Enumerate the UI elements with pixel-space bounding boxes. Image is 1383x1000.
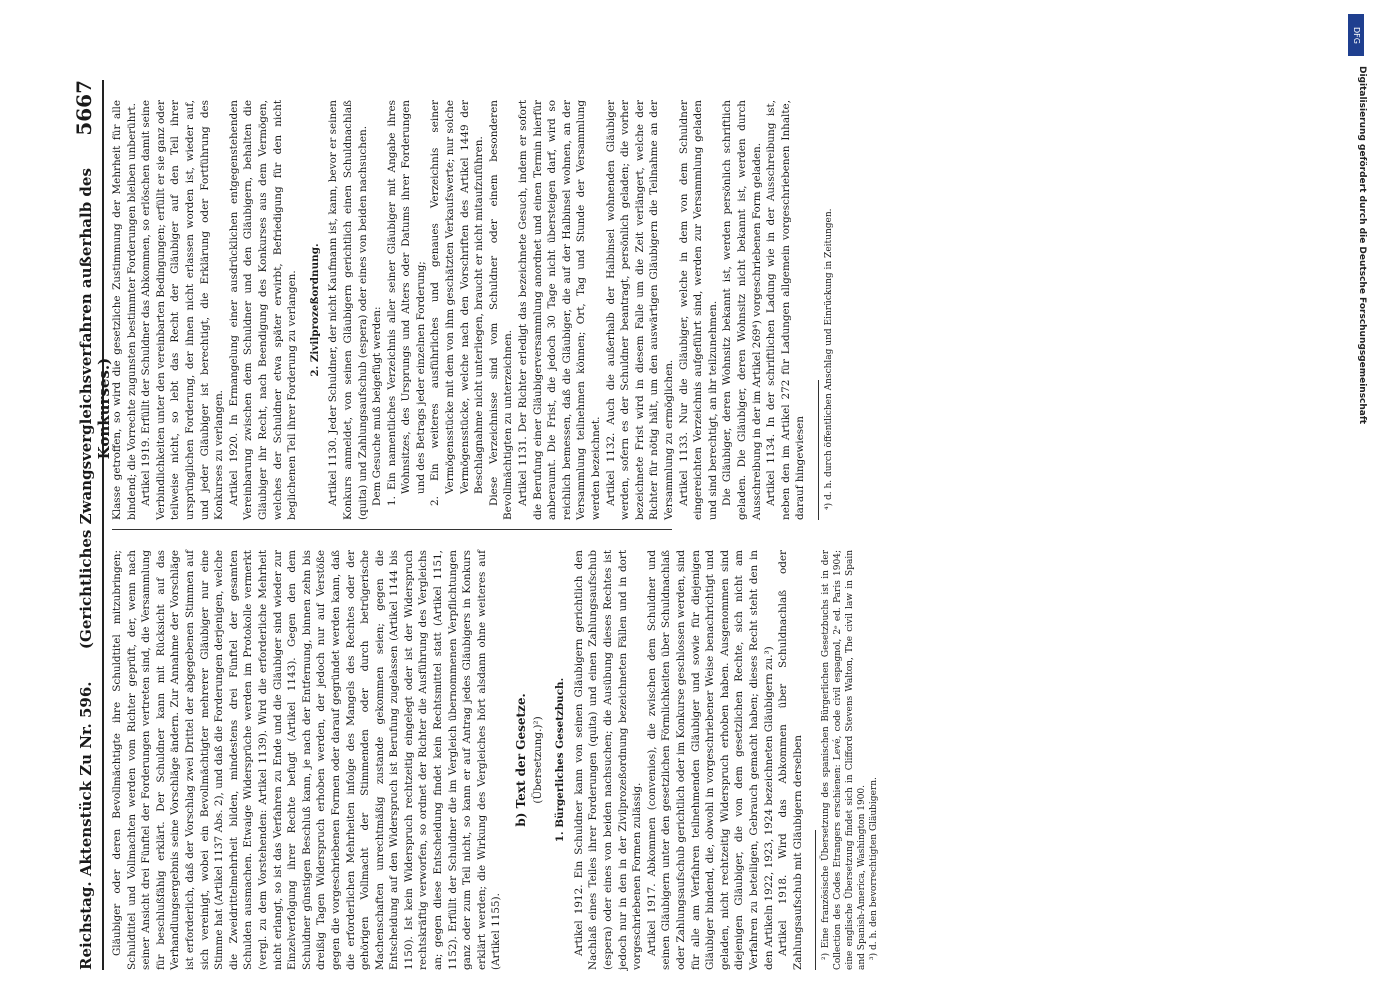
paragraph-continued: Klasse getroffen, so wird die gesetzliche Zustimmung der Mehrheit für alle bindend; die Vorrechte zugunsten bestimmter Forderungen bleiben unberührt. — [111, 100, 138, 520]
article-1132: Artikel 1132. Auch die außerhalb der Halbinsel wohnenden Gläubiger werden, sofern es der Schuldner beantragt, persönlich geladen; die vorher bezeichnete Frist wird in diesem Falle um die Zeit verlängert, welche der Richter für nötig hält, um den auswärtigen Gläubigern die Teilnahme an der Versammlung zu ermöglichen. — [604, 100, 675, 520]
subsection-heading-1: 1. Bürgerliches Gesetzbuch. — [554, 677, 567, 843]
footnote-rule — [818, 380, 819, 520]
section-heading-b: b) Text der Gesetze. — [514, 693, 529, 827]
article-1919: Artikel 1919. Erfüllt der Schuldner das Abkommen, so erlöschen damit seine Verbindlichkeiten unter den vereinbarten Bedingungen; erfüllt er sie ganz oder teilweise nicht, so lebt das Recht der Gläubiger auf den Teil ihrer ursprünglichen Forderung, der ihnen nicht erlassen worden ist, wieder auf, und jeder Gläubiger ist berechtigt, die Erklärung oder Fortführung des Konkurses zu verlangen. — [140, 100, 226, 520]
paragraph-verzeichnisse: Diese Verzeichnisse sind vom Schuldner oder einem besonderen Bevollmächtigten zu unterzeichnen. — [487, 100, 515, 520]
dfg-logo: DFG — [1348, 14, 1364, 56]
paragraph-gesuch: Dem Gesuche muß beigefügt werden: — [371, 306, 384, 506]
section-note: (Übersetzung.)²) — [531, 716, 544, 804]
header-center: (Gerichtliches Zwangsvergleichsverfahren außerhalb des Konkurses.) — [77, 168, 113, 650]
subsection-heading-2: 2. Zivilprozeßordnung. — [308, 243, 321, 377]
paragraph-wohnsitz: Die Gläubiger, deren Wohnsitz bekannt ist, werden persönlich schriftlich geladen. Die Gläubiger, deren Wohnsitz nicht bekannt ist, werden durch Ausschreibung in der im Artikel 269⁴) vorgeschriebenen Form geladen. — [721, 100, 763, 520]
digitization-credit: Digitalisierung gefördert durch die Deutsche Forschungsgemeinschaft — [1357, 66, 1367, 425]
list-item: 1. Ein namentliches Verzeichnis aller seiner Gläubiger mit Angabe ihres Wohnsitzes, des Ursprungs und Alters oder Datums ihrer Forderungen und des Betrags jeder einzelnen Forderung; — [385, 100, 427, 506]
right-column — [110, 100, 835, 520]
footnote-3: ³) d. h. den bevorrechtigten Gläubigern. — [869, 777, 880, 960]
column-divider — [112, 529, 672, 530]
footnote-4: ⁴) d. h. durch öffentlichen Anschlag und Einrückung in Zeitungen. — [823, 208, 834, 510]
paragraph: Gläubiger oder deren Bevollmächtigte ihre Schuldtitel mitzubringen; Schuldtitel und Vollmachten werden vom Richter geprüft, der, wenn nach seiner Ansicht drei Fünftel der Forderungen vertreten sind, die Versammlung für beschlußfähig erklärt. Der Schuldner kann mit Rücksicht auf das Verhandlungsergebnis seine Vorschläge ändern. Zur Annahme der Vorschläge ist erforderlich, daß der Vorschlag zwei Drittel der abgegebenen Stimmen auf sich vereinigt, wobei ein Bevollmächtigter mehrerer Gläubiger nur eine Stimme hat (Artikel 1137 Abs. 2), und daß die Forderungen derjenigen, welche die Zweidrittelmehrheit bilden, mindestens drei Fünftel der gesamten Schulden ausmachen. Etwaige Widersprüche werden im Protokolle vermerkt (vergl. zu dem Vorstehenden: Artikel 1139). Wird die erforderliche Mehrheit nicht erlangt, so ist das Verfahren zu Ende und die Gläubiger sind wieder zur Einzelverfolgung ihrer Rechte befugt (Artikel 1143). Gegen den dem Schuldner günstigen Beschluß kann, je nach der Entfernung, binnen zehn bis dreißig Tagen Widerspruch erhoben werden, der jedoch nur auf Verstöße gegen die vorgeschriebenen Formen oder darauf gegründet werden kann, daß die erforderlichen Mehrheiten infolge des Mangels des Rechtes oder der gehörigen Vollmacht der Stimmenden oder durch betrügerische Machenschaften unrechtmäßig zustande gekommen seien; gegen die Entscheidung auf den Widerspruch ist Berufung zugelassen (Artikel 1144 bis 1150). Ist kein Widerspruch rechtzeitig eingelegt oder ist der Widerspruch rechtskräftig verworfen, so ordnet der Richter die Ausführung des Vergleichs an; gegen diese Entscheidung findet kein Rechtsmittel statt (Artikel 1151, 1152). Erfüllt der Schuldner die im Vergleich übernommenen Verpflichtungen ganz oder zum Teil nicht, so kann er auf Antrag jedes Gläubigers in Konkurs erklärt werden; die Wirkung des Vergleiches hört alsdann ohne weiteres auf (Artikel 1155). — [111, 550, 503, 970]
article-1917: Artikel 1917. Abkommen (convenios), die zwischen dem Schuldner und seinen Gläubigern unter den gesetzlichen Förmlichkeiten über Schuldnachlaß oder Zahlungsaufschub gerichtlich oder im Konkurse geschlossen werden, sind für alle am Verfahren teilnehmenden Gläubiger und sowie für diejenigen Gläubiger bindend, die, obwohl in vorgeschriebener Weise benachrichtigt und geladen, nicht rechtzeitig Widerspruch erhoben haben. Ausgenommen sind diejenigen Gläubiger, die von dem gesetzlichen Rechte, sich nicht am Verfahren zu beteiligen, Gebrauch gemacht haben; dieses Recht steht den in den Artikeln 1922, 1923, 1924 bezeichneten Gläubigern zu.³) — [645, 550, 775, 970]
footnote-rule — [815, 830, 816, 970]
header-left: Reichstag. Aktenstück Zu Nr. 596. — [77, 681, 95, 970]
article-1918: Artikel 1918. Wird das Abkommen über Schuldnachlaß oder Zahlungsaufschub mit Gläubigern derselben — [777, 550, 804, 970]
page-header — [72, 80, 113, 970]
article-1134: Artikel 1134. In der schriftlichen Ladung wie in der Ausschreibung ist, neben den im Artikel 272 für Ladungen allgemein vorgeschriebenen Inhalte, darauf hingewiesen — [765, 100, 807, 520]
article-1912: Artikel 1912. Ein Schuldner kann von seinen Gläubigern gerichtlich den Nachlaß eines Teiles ihrer Forderungen (quita) und einen Zahlungsaufschub (espera) oder eines von beiden nachsuchen; die Ausübung dieses Rechtes ist jedoch nur in den in der Zivilprozeßordnung bezeichneten Fällen und in dort vorgeschriebenen Formen zulässig. — [572, 550, 644, 970]
page-number: 5667 — [72, 80, 96, 136]
footnote-2: ²) Eine französische Übersetzung des spanischen Bürgerlichen Gesetzbuchs ist in der Collection des Codes Etrangers erschienen: Levé, code civil espagnol, 2ᵉ ed. Paris 1904; eine englische Übersetzung findet sich in Clifford Stevens Walton, The civil law in Spain and Spanish-America, Washington 1900. — [821, 550, 868, 970]
article-1130: Artikel 1130. Jeder Schuldner, der nicht Kaufmann ist, kann, bevor er seinen Konkurs anmeldet, von seinen Gläubigern gerichtlich einen Schuldnachlaß (quita) und Zahlungsaufschub (espera) oder eines von beiden nachsuchen. — [327, 100, 369, 520]
article-1131: Artikel 1131. Der Richter erledigt das bezeichnete Gesuch, indem er sofort die Berufung einer Gläubigerversammlung anordnet und einen Termin hierfür anberaumt. Die Frist, die jedoch 30 Tage nicht übersteigen darf, wird so reichlich bemessen, daß die Gläubiger, die auf der Halbinsel wohnen, an der Versammlung teilnehmen können; Ort, Tag und Stunde der Versammlung werden bezeichnet. — [517, 100, 602, 520]
digitization-stamp — [1346, 6, 1368, 996]
left-column — [110, 550, 880, 970]
requirements-list — [385, 100, 487, 520]
document-page — [0, 60, 1383, 1000]
list-item: 2. Ein weiteres ausführliches und genaues Verzeichnis seiner Vermögensstücke mit dem von ihm geschätzten Verkaufswerte; nur solche Vermögensstücke, welche nach den Vorschriften des Artikel 1449 der Beschlagnahme nicht unterliegen, braucht er nicht mitaufzuführen. — [429, 100, 486, 506]
article-1133: Artikel 1133. Nur die Gläubiger, welche in dem von dem Schuldner eingereichten Verzeichnis aufgeführt sind, werden zur Versammlung geladen und sind berechtigt, an ihr teilzunehmen. — [677, 100, 719, 520]
article-1920: Artikel 1920. In Ermangelung einer ausdrücklichen entgegenstehenden Vereinbarung zwischen dem Schuldner und den Gläubigern, behalten die Gläubiger ihr Recht, nach Beendigung des Konkurses aus dem Vermögen, welches der Schuldner etwa später erwirbt, Befriedigung für den nicht beglichenen Teil ihrer Forderung zu verlangen. — [227, 100, 299, 520]
